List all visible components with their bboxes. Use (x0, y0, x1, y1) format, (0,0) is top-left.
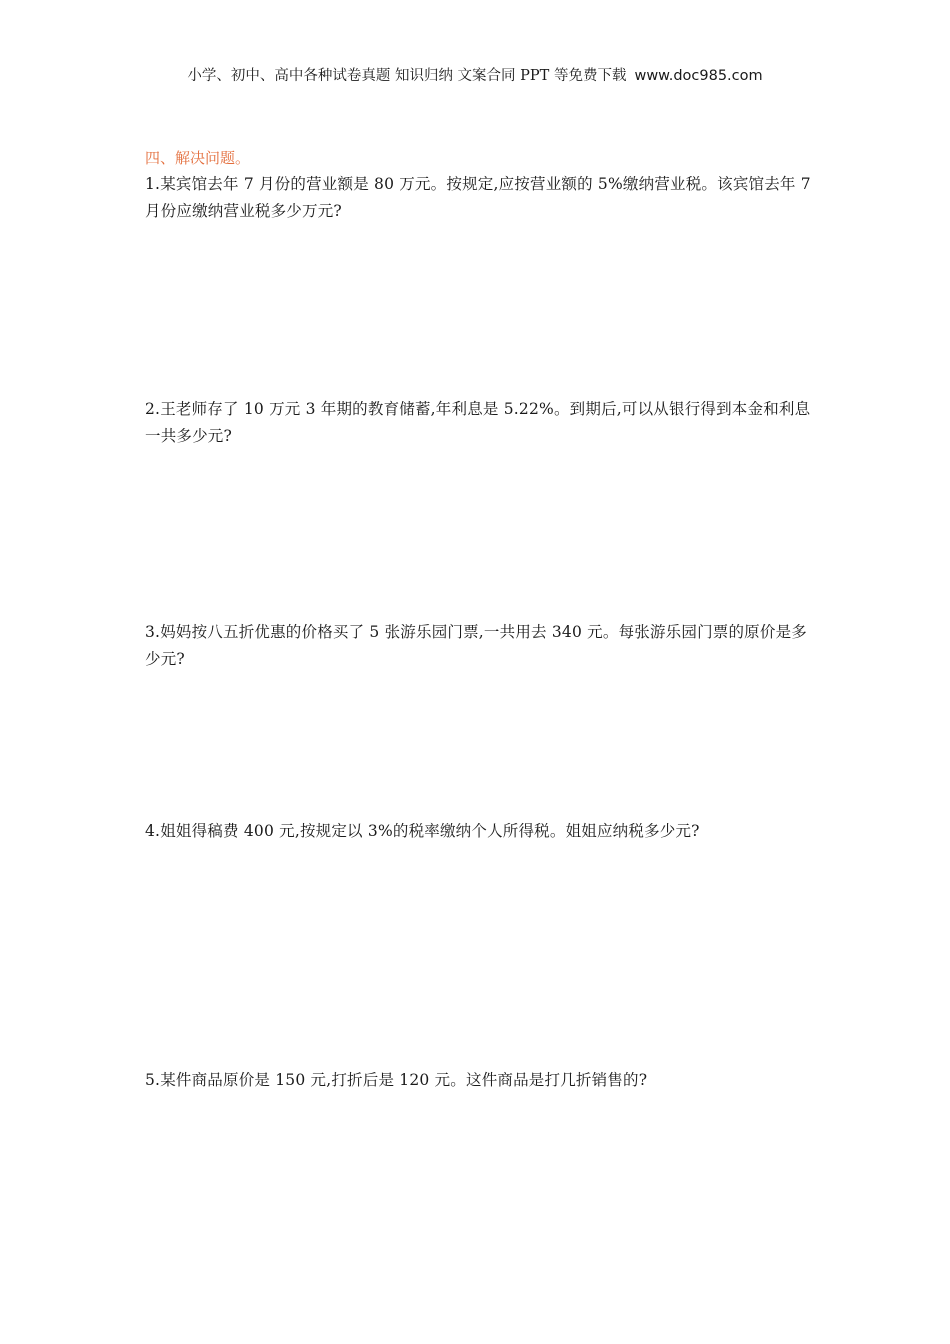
question-4: 4.姐姐得稿费 400 元,按规定以 3%的税率缴纳个人所得税。姐姐应纳税多少元? (145, 822, 700, 840)
section-title: 四、解决问题。 (145, 149, 251, 167)
question-5: 5.某件商品原价是 150 元,打折后是 120 元。这件商品是打几折销售的? (145, 1071, 648, 1089)
question-2: 2.王老师存了 10 万元 3 年期的教育储蓄,年利息是 5.22%。到期后,可以从银行得到本金和利息一共多少元? (145, 400, 811, 445)
question-1: 1.某宾馆去年 7 月份的营业额是 80 万元。按规定,应按营业额的 5%缴纳营业税。该宾馆去年 7 月份应缴纳营业税多少万元? (145, 175, 811, 220)
header-text: 小学、初中、高中各种试卷真题 知识归纳 文案合同 PPT 等免费下载 (187, 68, 627, 84)
header-site: www.doc985.com (634, 68, 763, 84)
page-header (0, 66, 950, 86)
question-3: 3.妈妈按八五折优惠的价格买了 5 张游乐园门票,一共用去 340 元。每张游乐园门票的原价是多少元? (145, 623, 807, 668)
